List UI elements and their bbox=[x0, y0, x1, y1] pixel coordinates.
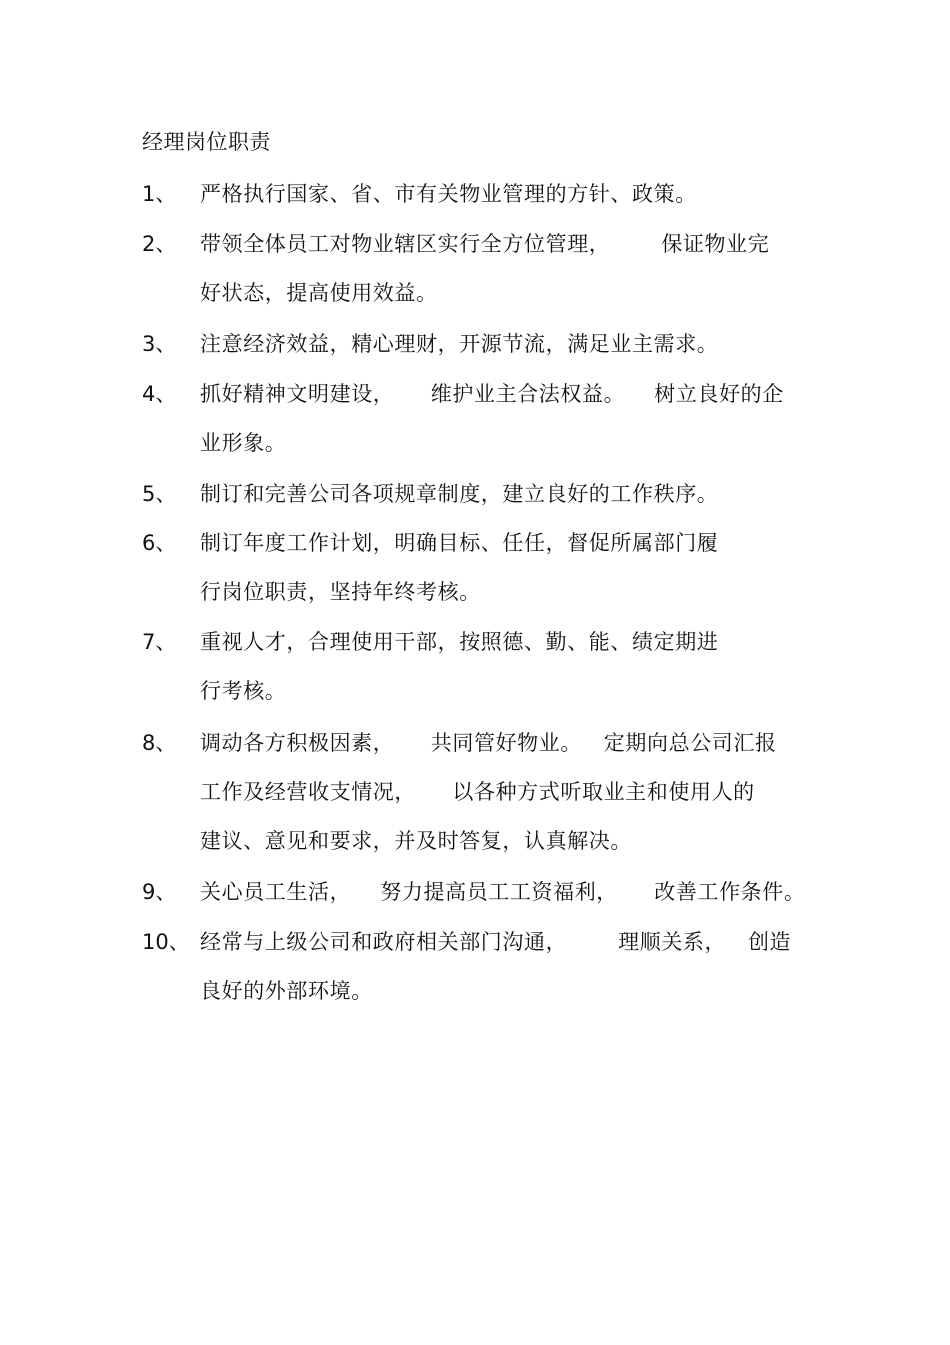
item-number: 2、 bbox=[142, 232, 177, 256]
item-text-line: 严格执行国家、省、市有关物业管理的方针、政策。 bbox=[200, 182, 697, 206]
item-number: 3、 bbox=[142, 332, 177, 356]
item-text-line: 建议、意见和要求，并及时答复，认真解决。 bbox=[200, 829, 632, 853]
item-number: 4、 bbox=[142, 382, 177, 406]
item-text-line: 带领全体员工对物业辖区实行全方位管理， 保证物业完 bbox=[200, 232, 770, 256]
item-text-line: 调动各方积极因素， 共同管好物业。 定期向总公司汇报 bbox=[200, 731, 777, 755]
item-number: 9、 bbox=[142, 880, 177, 904]
item-text-line: 重视人才，合理使用干部，按照德、勤、能、绩定期进 bbox=[200, 630, 719, 654]
item-text-line: 制订和完善公司各项规章制度，建立良好的工作秩序。 bbox=[200, 482, 719, 506]
item-text-line: 行考核。 bbox=[200, 679, 287, 703]
item-number: 6、 bbox=[142, 531, 177, 555]
item-text-line: 良好的外部环境。 bbox=[200, 979, 373, 1003]
item-text-line: 注意经济效益，精心理财，开源节流，满足业主需求。 bbox=[200, 332, 719, 356]
item-text-line: 制订年度工作计划，明确目标、任任，督促所属部门履 bbox=[200, 531, 719, 555]
item-text-line: 工作及经营收支情况， 以各种方式听取业主和使用人的 bbox=[200, 780, 755, 804]
item-text-line: 业形象。 bbox=[200, 431, 287, 455]
item-text-line: 经常与上级公司和政府相关部门沟通， 理顺关系， 创造 bbox=[200, 930, 792, 954]
page-title: 经理岗位职责 bbox=[142, 130, 271, 154]
item-number: 5、 bbox=[142, 482, 177, 506]
item-text-line: 好状态，提高使用效益。 bbox=[200, 281, 438, 305]
item-text-line: 行岗位职责，坚持年终考核。 bbox=[200, 580, 481, 604]
item-number: 7、 bbox=[142, 630, 177, 654]
item-number: 1、 bbox=[142, 182, 177, 206]
item-number: 8、 bbox=[142, 731, 177, 755]
item-text-line: 关心员工生活， 努力提高员工工资福利， 改善工作条件。 bbox=[200, 880, 806, 904]
item-number: 10、 bbox=[142, 930, 190, 954]
item-text-line: 抓好精神文明建设， 维护业主合法权益。 树立良好的企 bbox=[200, 382, 784, 406]
